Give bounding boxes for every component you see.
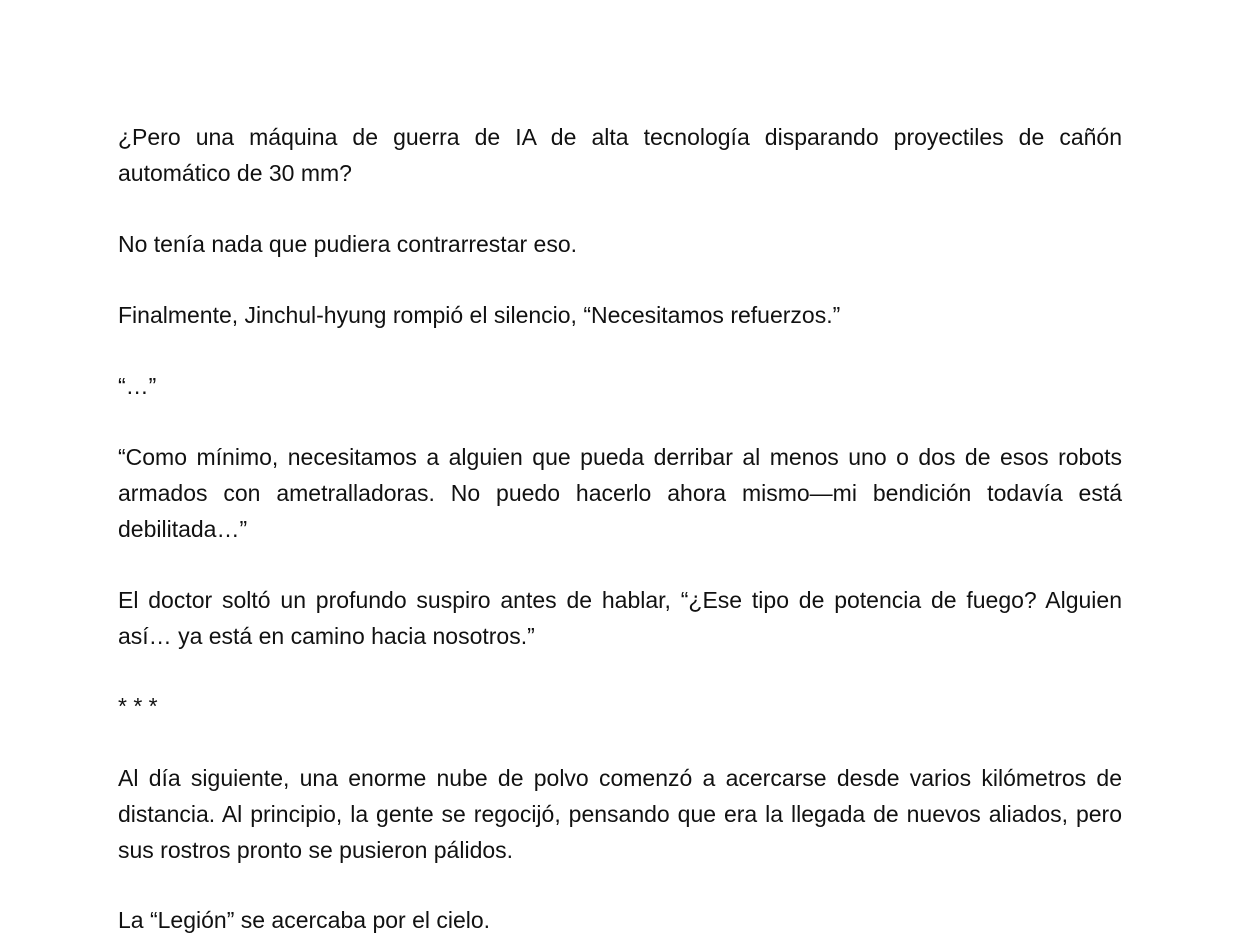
paragraph-2: No tenía nada que pudiera contrarrestar eso.: [118, 231, 578, 257]
paragraph-8: La “Legión” se acercaba por el cielo.: [118, 907, 491, 933]
scene-break: * * *: [118, 693, 158, 719]
paragraph-5: “Como mínimo, necesitamos a alguien que pueda derribar al menos uno o dos de esos robots armados con ametralladoras. No puedo hacerlo ahora mismo—mi bendición todavía está debilitada…”: [118, 444, 1122, 542]
paragraph-3: Finalmente, Jinchul-hyung rompió el silencio, “Necesitamos refuerzos.”: [118, 302, 841, 328]
paragraph-4: “…”: [118, 373, 157, 399]
paragraph-7: Al día siguiente, una enorme nube de polvo comenzó a acercarse desde varios kilómetros de distancia. Al principio, la gente se regocijó, pensando que era la llegada de nuevos aliados, pero sus rostros pronto se pusieron pálidos.: [118, 765, 1122, 863]
paragraph-1: ¿Pero una máquina de guerra de IA de alta tecnología disparando proyectiles de cañón automático de 30 mm?: [118, 124, 1122, 186]
paragraph-6: El doctor soltó un profundo suspiro antes de hablar, “¿Ese tipo de potencia de fuego? Alguien así… ya está en camino hacia nosotros.”: [118, 587, 1122, 649]
